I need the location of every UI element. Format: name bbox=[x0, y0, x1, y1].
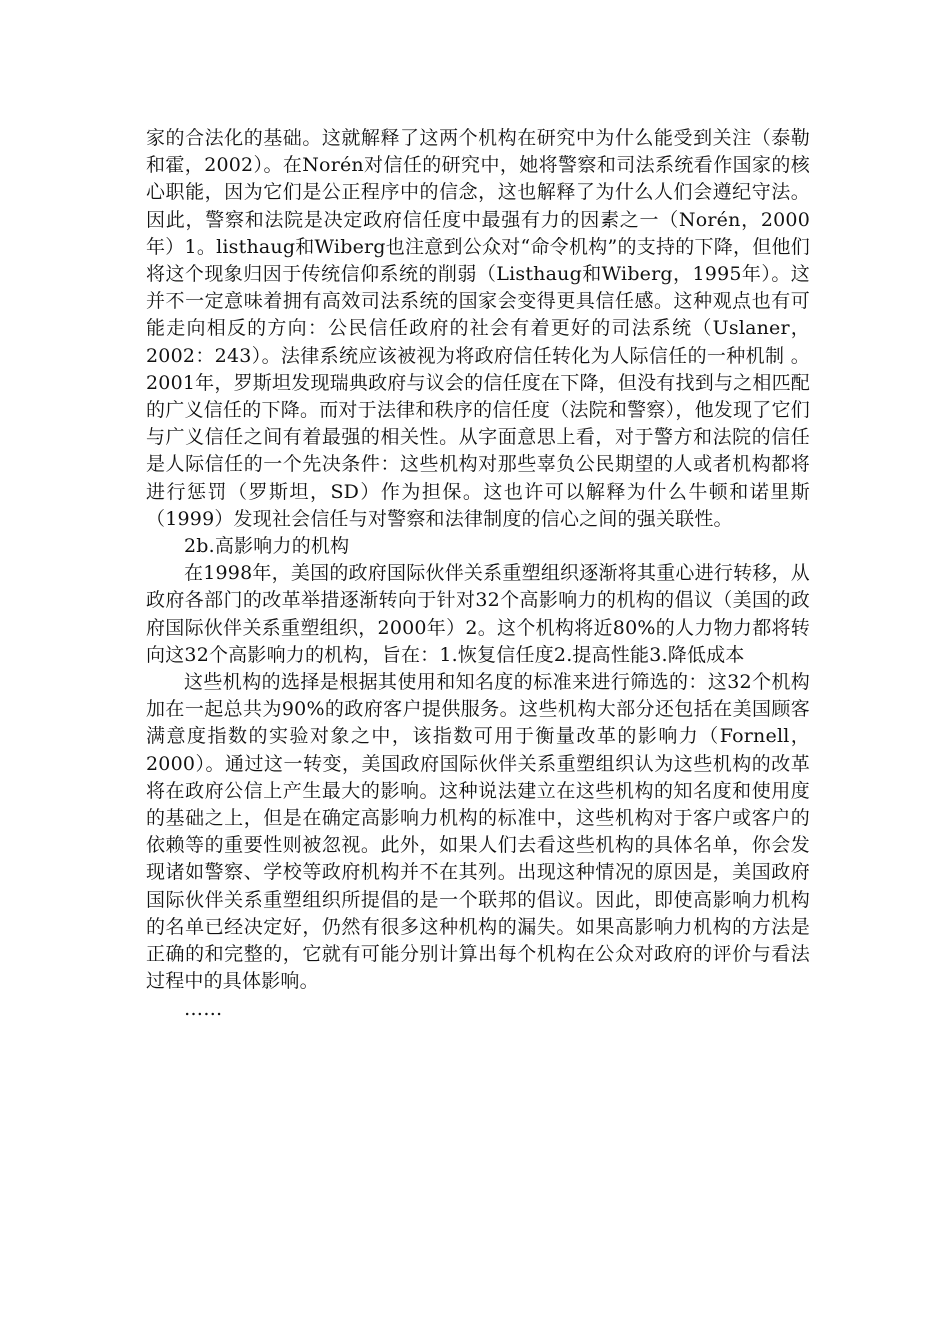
ellipsis-line: …… bbox=[184, 997, 223, 1020]
document-body bbox=[146, 125, 810, 1023]
paragraph-agency-selection: 这些机构的选择是根据其使用和知名度的标准来进行筛选的：这32个机构加在一起总共为90%的政府客户提供服务。这些机构大部分还包括在美国顾客满意度指数的实验对象之中，该指数可用于衡量改革的影响力（Fornell，2000）。通过这一转变，美国政府国际伙伴关系重塑组织认为这些机构的改革将在政府公信上产生最大的影响。这种说法建立在这些机构的知名度和使用度的基础之上，但是在确定高影响力机构的标准中，这些机构对于客户或客户的依赖等的重要性则被忽视。此外，如果人们去看这些机构的具体名单，你会发现诸如警察、学校等政府机构并不在其列。出现这种情况的原因是，美国政府国际伙伴关系重塑组织所提倡的是一个联邦的倡议。因此，即使高影响力机构的名单已经决定好，仍然有很多这种机构的漏失。如果高影响力机构的方法是正确的和完整的，它就有可能分别计算出每个机构在公众对政府的评价与看法过程中的具体影响。 bbox=[146, 671, 810, 993]
paragraph-continuation: 家的合法化的基础。这就解释了这两个机构在研究中为什么能受到关注（泰勒和霍，2002）。在Norén对信任的研究中，她将警察和司法系统看作国家的核心职能，因为它们是公正程序中的信念，这也解释了为什么人们会遵纪守法。因此，警察和法院是决定政府信任度中最强有力的因素之一（Norén，2000年）1。listhaug和Wiberg也注意到公众对“命令机构”的支持的下降，但他们将这个现象归因于传统信仰系统的削弱（Listhaug和Wiberg，1995年）。这并不一定意味着拥有高效司法系统的国家会变得更具信任感。这种观点也有可能走向相反的方向：公民信任政府的社会有着更好的司法系统（Uslaner，2002：243）。法律系统应该被视为将政府信任转化为人际信任的一种机制 。2001年，罗斯坦发现瑞典政府与议会的信任度在下降，但没有找到与之相匹配的广义信任的下降。而对于法律和秩序的信任度（法院和警察），他发现了它们与广义信任之间有着最强的相关性。从字面意思上看，对于警方和法院的信任是人际信任的一个先决条件：这些机构对那些辜负公民期望的人或者机构都将进行惩罚（罗斯坦，SD）作为担保。这也许可以解释为什么牛顿和诺里斯（1999）发现社会信任与对警察和法律制度的信心之间的强关联性。 bbox=[146, 127, 810, 530]
section-heading: 2b.高影响力的机构 bbox=[184, 535, 350, 558]
paragraph-reform-shift: 在1998年，美国的政府国际伙伴关系重塑组织逐渐将其重心进行转移，从政府各部门的改革举措逐渐转向于针对32个高影响力的机构的倡议（美国的政府国际伙伴关系重塑组织，2000年）2。这个机构将近80%的人力物力都将转向这32个高影响力的机构，旨在：1.恢复信任度2.提高性能3.降低成本 bbox=[146, 562, 810, 666]
